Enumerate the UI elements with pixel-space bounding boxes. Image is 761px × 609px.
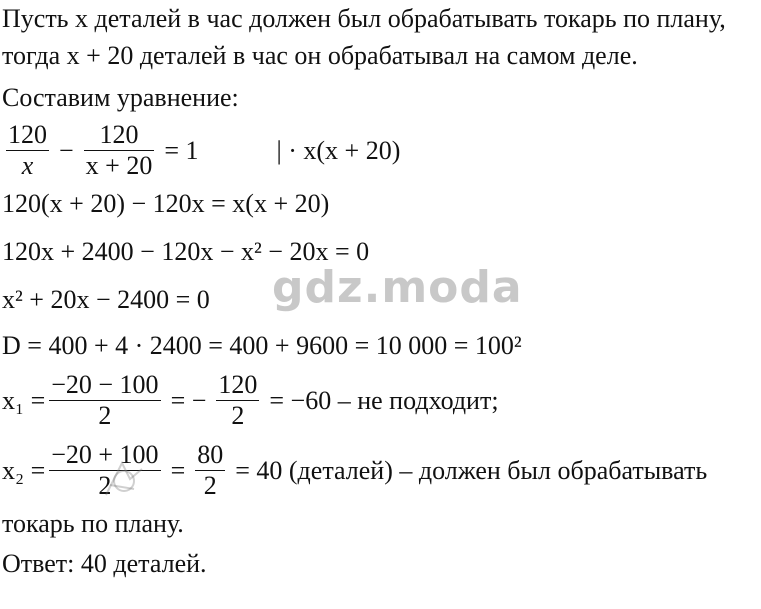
fraction-numerator: 120 — [218, 370, 258, 399]
equals-sign: = — [170, 455, 186, 485]
equation-fraction-line — [2, 120, 400, 181]
text-line-11: токарь по плану. — [2, 509, 184, 538]
root-1-fraction-b — [216, 370, 259, 431]
fraction-denominator: 2 — [231, 401, 245, 430]
fraction-denominator: 2 — [203, 471, 217, 500]
fraction-120-over-x-plus-20 — [84, 120, 155, 181]
root-1-lhs: x₁ = — [2, 385, 46, 415]
watermark-logo: gdz.moda — [272, 262, 523, 313]
fraction-denominator: 2 — [98, 471, 112, 500]
fraction-denominator: 2 — [98, 401, 112, 430]
equals-minus: = − — [170, 385, 207, 415]
fraction-denominator: x — [21, 151, 34, 180]
fraction-denominator: x + 20 — [85, 151, 153, 180]
text-line-3: Составим уравнение: — [2, 83, 239, 112]
root-1-fraction-a — [49, 370, 160, 431]
equation-line-7: x² + 20x − 2400 = 0 — [2, 285, 210, 314]
fraction-numerator: −20 + 100 — [51, 440, 159, 469]
answer-line: Ответ: 40 деталей. — [2, 549, 207, 578]
text-line-1: Пусть x деталей в час должен был обрабатывать токарь по плану, — [2, 4, 726, 33]
fraction-numerator: 120 — [8, 120, 47, 149]
fraction-numerator: 80 — [197, 440, 224, 469]
root-2-lhs: x₂ = — [2, 455, 46, 485]
root-1-result: = −60 – не подходит; — [269, 385, 499, 415]
root-2-result: = 40 (деталей) – должен был обрабатывать — [235, 455, 708, 485]
equation-line-6: 120x + 2400 − 120x − x² − 20x = 0 — [2, 237, 370, 266]
root-1-line — [2, 370, 505, 431]
discriminant-line: D = 400 + 4 · 2400 = 400 + 9600 = 10 000 = 100² — [2, 331, 522, 360]
fraction-120-over-x — [6, 120, 49, 181]
text-line-2: тогда x + 20 деталей в час он обрабатывал на самом деле. — [2, 41, 638, 70]
equation-line-5: 120(x + 20) − 120x = x(x + 20) — [2, 189, 330, 218]
minus-sign: − — [59, 135, 74, 165]
fraction-numerator: 120 — [99, 120, 139, 149]
fraction-numerator: −20 − 100 — [51, 370, 159, 399]
equals-one: = 1 — [164, 135, 199, 165]
root-2-fraction-b — [195, 440, 225, 501]
multiplier-note: | · x(x + 20) — [276, 135, 401, 165]
stamp-icon — [100, 455, 148, 503]
